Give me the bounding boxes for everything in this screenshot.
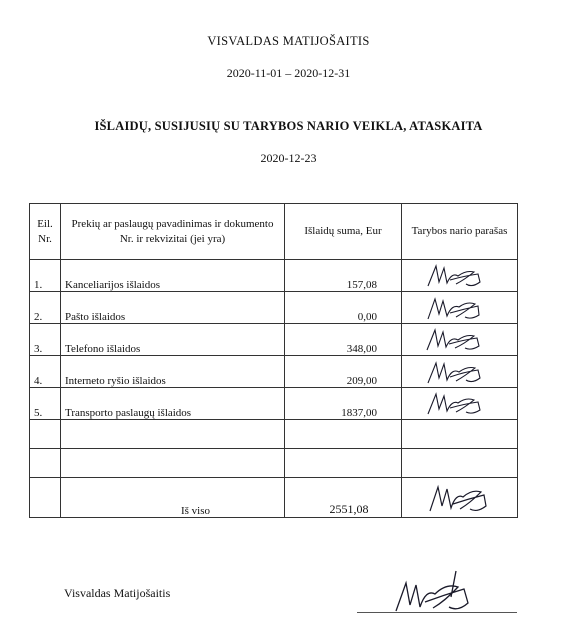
- total-signature: [402, 478, 518, 518]
- signature-icon: [406, 260, 522, 288]
- table-row: [30, 260, 518, 292]
- empty-row: [30, 449, 518, 478]
- row-amount-value: 348,00: [346, 343, 377, 355]
- row-signature: [402, 260, 518, 292]
- row-item-name: Pašto išlaidos: [61, 292, 285, 324]
- header-number: Eil. Nr.: [30, 204, 61, 260]
- total-row: [30, 478, 518, 518]
- row-number: 1.: [30, 260, 61, 292]
- table-row: [30, 388, 518, 420]
- header-signature: Tarybos nario parašas: [402, 204, 518, 260]
- row-amount-value: 0,00: [357, 311, 377, 323]
- empty-row: [30, 420, 518, 449]
- footer-signatory-name: Visvaldas Matijošaitis: [64, 586, 171, 600]
- row-amount-value: 1837,00: [341, 407, 377, 419]
- total-amount-value: 2551,08: [329, 502, 369, 516]
- signature-line: [357, 612, 517, 613]
- row-amount: [285, 260, 402, 292]
- row-number: 3.: [30, 324, 61, 356]
- total-amount: [285, 478, 402, 518]
- report-title: IŠLAIDŲ, SUSIJUSIŲ SU TARYBOS NARIO VEIKLA, ATASKAITA: [94, 119, 483, 133]
- expense-table: [29, 203, 518, 518]
- signature-icon: [406, 292, 522, 320]
- total-label: Iš viso: [61, 478, 285, 518]
- row-item-name: Kanceliarijos išlaidos: [61, 260, 285, 292]
- row-amount: [285, 356, 402, 388]
- row-item-name: Interneto ryšio išlaidos: [61, 356, 285, 388]
- row-amount-value: 157,08: [346, 279, 377, 291]
- report-date: 2020-12-23: [260, 151, 317, 165]
- reporting-period: 2020-11-01 – 2020-12-31: [226, 66, 351, 80]
- table-row: [30, 292, 518, 324]
- row-number: 2.: [30, 292, 61, 324]
- signature-icon: [406, 388, 522, 416]
- row-amount-value: 209,00: [346, 375, 377, 387]
- signature-icon: [406, 356, 522, 384]
- table-row: [30, 356, 518, 388]
- row-signature: [402, 388, 518, 420]
- row-item-name: Transporto paslaugų išlaidos: [61, 388, 285, 420]
- row-number: 5.: [30, 388, 61, 420]
- row-number: 4.: [30, 356, 61, 388]
- header-amount: Išlaidų suma, Eur: [285, 204, 402, 260]
- author-name: VISVALDAS MATIJOŠAITIS: [207, 34, 370, 48]
- signature-icon: [406, 324, 522, 352]
- header-item-name: Prekių ar paslaugų pavadinimas ir dokumento Nr. ir rekvizitai (jei yra): [61, 204, 285, 260]
- row-amount: [285, 324, 402, 356]
- row-signature: [402, 292, 518, 324]
- row-signature: [402, 356, 518, 388]
- row-item-name: Telefono išlaidos: [61, 324, 285, 356]
- row-amount: [285, 388, 402, 420]
- row-signature: [402, 324, 518, 356]
- table-header-row: [30, 204, 518, 260]
- signature-icon: [406, 478, 522, 514]
- signature-icon: [388, 567, 498, 615]
- table-row: [30, 324, 518, 356]
- row-amount: [285, 292, 402, 324]
